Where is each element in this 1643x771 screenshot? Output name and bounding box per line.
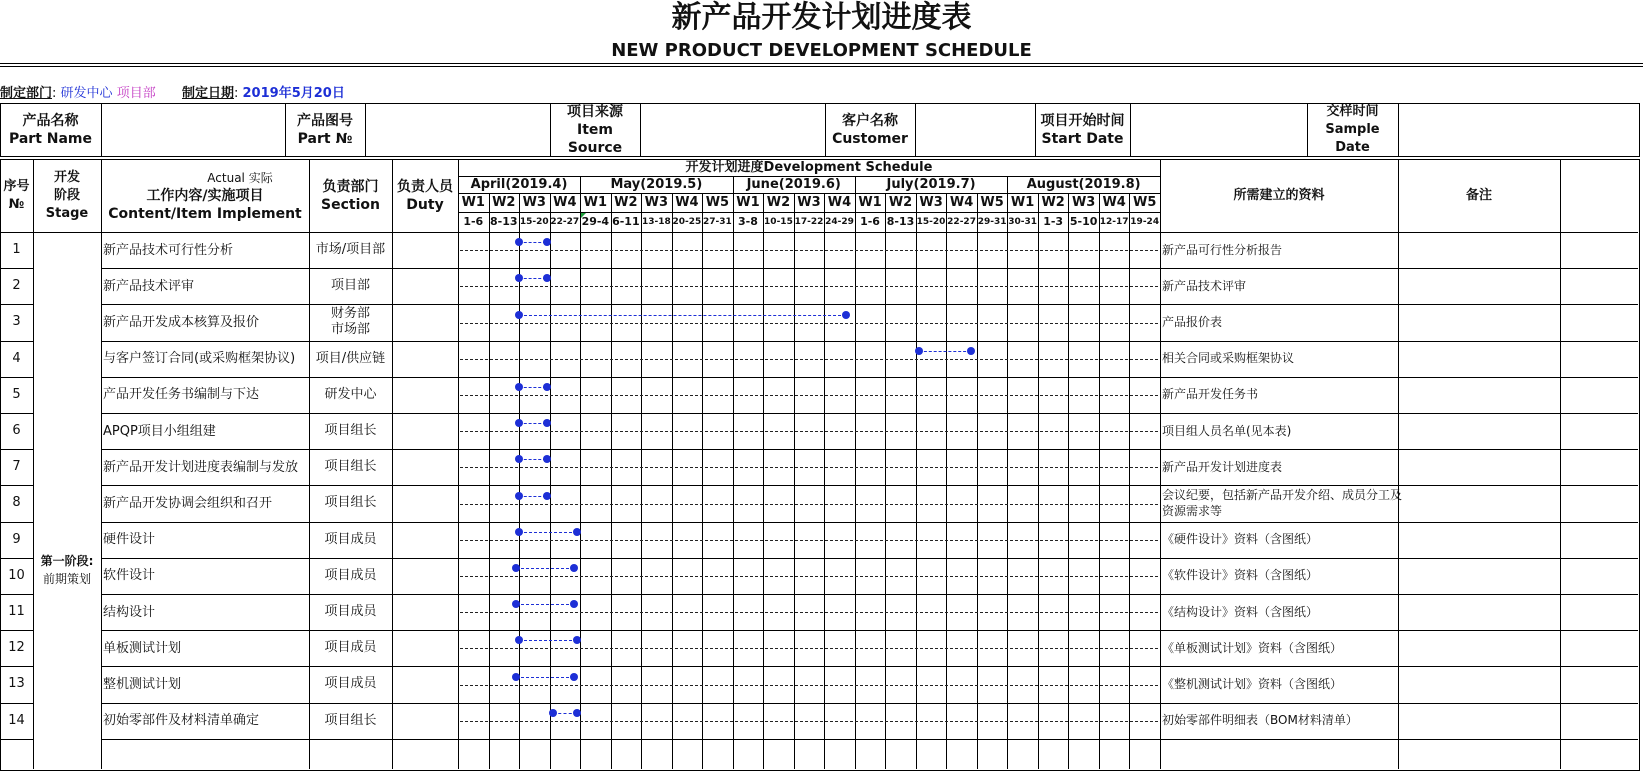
week-dates: 1-6 [463,215,484,228]
task-section: 市场/项目部 [315,242,386,258]
week-header: W2 [614,194,638,210]
plan-end-dot [573,528,581,536]
week-dates: 24-29 [825,217,854,227]
task-section-line: 市场部 [330,322,370,338]
week-header: W4 [827,194,852,210]
plan-end-dot [570,673,578,681]
week-dates: 29-4 [581,215,610,228]
week-dates: 8-13 [886,215,915,228]
col-section-header: 负责部门 Section [321,179,380,213]
col-content-header: Actual 实际 工作内容/实施项目 Content/Item Implement [108,171,302,222]
timeline-baseline [460,286,1158,287]
task-content: 结构设计 [103,604,156,620]
week-gridline [1068,193,1069,769]
row-number: 7 [12,459,21,475]
week-header: W1 [583,194,608,210]
col-no-header: 序号 № [3,179,30,212]
plan-start-dot [512,673,520,681]
plan-bar [516,677,574,678]
week-gridline [641,193,642,769]
task-content: 单板测试计划 [103,640,182,656]
task-doc: 产品报价表 [1162,314,1223,329]
schedule-header: 开发计划进度Development Schedule [685,160,933,175]
task-section: 项目组长 [324,712,377,728]
task-doc-line: 会议纪要，包括新产品开发介绍、成员分工及 [1162,488,1403,503]
week-gridline [824,193,825,769]
row-divider [101,739,1638,740]
row-number: 13 [8,676,25,692]
task-section: 项目成员 [324,676,377,692]
week-header: W3 [919,194,943,210]
plan-start-dot [915,347,923,355]
meta-line: 制定部门: 研发中心 项目部 制定日期: 2019年5月20日 [0,86,345,101]
task-content: APQP项目小组组建 [103,423,216,439]
week-gridline [702,193,703,769]
timeline-baseline [460,467,1158,468]
task-section: 项目部 [330,278,370,294]
customer-label: 客户名称 Customer [832,113,908,147]
week-dates: 13-18 [641,217,671,227]
task-section: 研发中心 [324,386,377,402]
sample-date-label: 交样时间 Sample Date [1325,104,1380,155]
week-gridline [916,193,917,769]
title-rule-bottom [0,66,1643,67]
task-section: 项目组长 [324,423,377,439]
week-gridline [1038,193,1039,769]
item-source-label: 项目来源 Item Source [567,104,623,156]
plan-bar [919,351,971,352]
week-dates: 22-27 [550,217,580,227]
task-content: 新产品开发成本核算及报价 [103,314,260,330]
task-doc: 新产品开发计划进度表 [1162,459,1283,474]
plan-end-dot [842,311,850,319]
timeline-baseline [460,685,1158,686]
week-gridline [733,193,734,769]
task-section: 项目成员 [324,640,377,656]
row-number: 2 [12,278,21,294]
row-divider [0,739,33,740]
week-gridline [855,193,856,769]
week-dates: 30-31 [1008,217,1038,227]
task-content: 与客户签订合同(或采购框架协议) [103,351,296,367]
month-header: April(2019.4) [470,176,568,192]
timeline-baseline [460,540,1158,541]
week-header: W4 [675,194,699,210]
week-gridline [763,193,764,769]
week-dates: 17-22 [794,217,824,227]
row-number: 10 [8,567,25,583]
plan-bar [519,532,577,533]
row-number: 9 [12,531,21,547]
week-header: W3 [797,194,821,210]
plan-end-dot [543,492,551,500]
week-header: W4 [553,194,577,210]
timeline-baseline [460,323,1158,324]
timeline-baseline [460,504,1158,505]
row-number: 14 [8,712,25,728]
task-content: 产品开发任务书编制与下达 [103,387,260,403]
row-number: 1 [12,242,21,258]
month-header: July(2019.7) [886,176,976,192]
task-content: 初始零部件及材料清单确定 [103,713,260,729]
plan-start-dot [515,383,523,391]
task-section: 项目/供应链 [315,350,386,366]
task-content: 新产品技术可行性分析 [103,242,234,258]
plan-end-dot [570,564,578,572]
week-dates: 22-27 [947,217,976,227]
task-doc: 新产品技术评审 [1162,278,1247,293]
week-header: W1 [1010,194,1035,210]
week-dates: 5-10 [1069,215,1098,228]
stage-label: 第一阶段: 前期策划 [40,554,94,586]
plan-bar [519,315,846,316]
row-number: 8 [12,495,21,511]
week-gridline [946,193,947,769]
task-doc: 相关合同或采购框架协议 [1162,351,1295,366]
week-dates: 1-3 [1043,215,1064,228]
timeline-baseline [460,576,1158,577]
week-dates: 15-20 [916,217,946,227]
plan-end-dot [543,455,551,463]
task-section: 项目成员 [324,604,377,620]
week-dates: 1-6 [860,215,880,228]
week-header: W2 [888,194,913,210]
week-dates: 3-8 [737,215,758,228]
week-dates: 27-31 [703,217,732,227]
week-header: W4 [1102,194,1126,210]
row-number: 11 [8,604,25,620]
week-dates: 6-11 [612,215,640,228]
week-gridline [580,193,581,769]
plan-end-dot [573,709,581,717]
week-header: W5 [1133,194,1157,210]
week-header: W1 [858,194,882,210]
week-header: W1 [736,194,760,210]
task-doc: 新产品可行性分析报告 [1162,242,1283,257]
plan-start-dot [515,528,523,536]
week-gridline [794,193,795,769]
row-number: 6 [12,423,21,439]
task-section: 项目组长 [324,495,377,511]
col-docs-header: 所需建立的资料 [1233,188,1325,203]
week-dates: 10-15 [764,217,793,227]
date-label: 制定日期 [181,86,234,101]
task-doc: 新产品开发任务书 [1162,387,1259,402]
task-doc: 《单板测试计划》资料（含图纸） [1162,640,1343,655]
row-number: 12 [8,640,25,656]
date-value: 2019年5月20日 [242,86,345,101]
task-doc [1162,485,1403,521]
title-rule-top [0,63,1643,64]
task-doc: 《结构设计》资料（含图纸） [1162,604,1319,619]
week-header: W3 [1071,194,1096,210]
plan-end-dot [543,238,551,246]
task-section: 项目成员 [324,567,377,583]
week-marker-flag [581,213,586,218]
plan-end-dot [967,347,975,355]
col-duty-header: 负责人员 Duty [397,179,453,213]
part-no-label: 产品图号 Part № [297,113,353,147]
start-date-label: 项目开始时间 Start Date [1040,113,1125,147]
week-header: W3 [644,194,669,210]
week-dates: 19-24 [1130,217,1160,227]
week-gridline [611,193,612,769]
week-header: W5 [705,194,730,210]
task-doc: 项目组人员名单(见本表) [1162,423,1292,438]
week-gridline [1129,193,1130,769]
week-header: W2 [492,194,516,210]
dept-value-1: 研发中心 [60,86,113,101]
week-header: W1 [461,194,485,210]
timeline-baseline [460,612,1158,613]
timeline-baseline [460,395,1158,396]
timeline-baseline [460,648,1158,649]
plan-bar [519,640,577,641]
task-doc: 《整机测试计划》资料（含图纸） [1162,676,1343,691]
dept-value-2: 项目部 [116,86,156,101]
plan-bar [516,568,574,569]
month-header: August(2019.8) [1026,176,1141,192]
page-title: 新产品开发计划进度表 [671,0,972,35]
row-number: 5 [12,386,21,402]
week-dates: 12-17 [1099,217,1129,227]
task-doc-line: 资源需求等 [1162,504,1223,519]
row-number: 3 [12,314,21,330]
plan-end-dot [543,274,551,282]
timeline-baseline [460,431,1158,432]
task-doc: 初始零部件明细表（BOM材料清单） [1162,713,1358,728]
col-stage-header: 开发 阶段 Stage [45,170,89,221]
task-section-line: 财务部 [330,306,370,322]
week-gridline [672,193,673,769]
plan-end-dot [543,383,551,391]
week-dates: 8-13 [490,215,518,228]
task-content: 软件设计 [103,568,156,584]
plan-start-dot [549,709,557,717]
week-header: W2 [766,194,791,210]
plan-start-dot [512,564,520,572]
week-gridline [885,193,886,769]
col-remark-header: 备注 [1465,188,1492,203]
task-section: 项目成员 [324,531,377,547]
task-content: 整机测试计划 [103,676,182,692]
task-section [309,304,392,340]
week-gridline [1007,193,1008,769]
part-name-label: 产品名称 Part Name [8,113,93,147]
timeline-baseline [460,250,1158,251]
week-header: W5 [980,194,1004,210]
task-doc: 《软件设计》资料（含图纸） [1162,568,1319,583]
week-header: W2 [1041,194,1065,210]
task-content: 新产品技术评审 [103,278,195,294]
row-number: 4 [12,350,21,366]
task-content: 新产品开发协调会组织和召开 [103,495,273,511]
plan-end-dot [543,419,551,427]
week-gridline [1099,193,1100,769]
week-header: W3 [522,194,546,210]
timeline-baseline [460,721,1158,722]
month-header: June(2019.6) [746,176,841,192]
plan-start-dot [515,311,523,319]
page-subtitle: NEW PRODUCT DEVELOPMENT SCHEDULE [611,40,1032,61]
task-content: 硬件设计 [103,532,156,548]
task-doc: 《硬件设计》资料（含图纸） [1162,532,1319,547]
week-gridline [489,193,490,769]
timeline-baseline [460,359,1158,360]
week-dates: 29-31 [977,217,1007,227]
week-header: W4 [949,194,974,210]
plan-start-dot [515,492,523,500]
week-gridline [977,193,978,769]
month-header: May(2019.5) [610,176,703,192]
task-content: 新产品开发计划进度表编制与发放 [103,459,299,475]
task-section: 项目组长 [324,459,377,475]
dept-label: 制定部门 [0,86,53,101]
week-dates: 20-25 [672,217,702,227]
week-dates: 15-20 [519,217,549,227]
plan-bar [516,604,574,605]
